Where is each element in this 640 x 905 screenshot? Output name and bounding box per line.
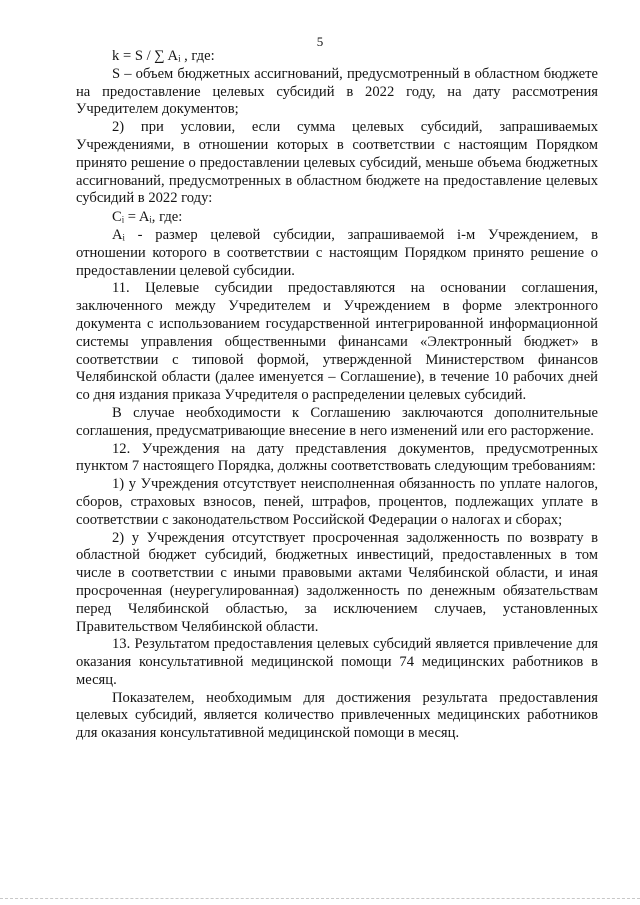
paragraph: Aᵢ - размер целевой субсидии, запрашиваемой i-м Учреждением, в отношении которого в соответствии с настоящим Порядком принято решение о предоставлении целевой субсидии. xyxy=(76,226,598,279)
formula-line: Cᵢ = Aᵢ, где: xyxy=(112,209,183,226)
paragraph: 13. Результатом предоставления целевых субсидий является привлечение для оказания консультативной медицинской помощи 74 медицинских работников в месяц. xyxy=(76,636,598,688)
paragraph: 2) при условии, если сумма целевых субсидий, запрашиваемых Учреждениями, в отношении которых в соответствии с настоящим Порядком принято решение о предоставлении целевых субсидий, меньше объема бюджетных ассигнований, предусмотренных в областном бюджете на предоставление целевых субсидий в 2022 году: xyxy=(76,119,598,207)
paragraph: 1) у Учреждения отсутствует неисполненная обязанность по уплате налогов, сборов, страховых взносов, пеней, штрафов, процентов, подлежащих уплате в соответствии с законодательством Российской Федерации о налогах и сборах; xyxy=(76,476,598,528)
formula-line: k = S / ∑ Aᵢ , где: xyxy=(112,48,215,64)
document-body xyxy=(76,47,598,743)
paragraph: В случае необходимости к Соглашению заключаются дополнительные соглашения, предусматривающие внесение в него изменений или его расторжение. xyxy=(76,404,598,439)
paragraph: S – объем бюджетных ассигнований, предусмотренный в областном бюджете на предоставление целевых субсидий в 2022 году, на дату рассмотрения Учредителем документов; xyxy=(76,65,598,118)
page-number: 5 xyxy=(316,34,324,49)
scan-edge xyxy=(0,898,640,899)
paragraph: 12. Учреждения на дату представления документов, предусмотренных пунктом 7 настоящего Порядка, должны соответствовать следующим требованиям: xyxy=(76,440,598,475)
paragraph: 2) у Учреждения отсутствует просроченная задолженность по возврату в областной бюджет субсидий, бюджетных инвестиций, предоставленных в том числе в соответствии с иными правовыми актами Челябинской области, и иная просроченная (неурегулированная) задолженность по денежным обязательствам перед Челябинской областью, за исключением случаев, установленных Правительством Челябинской области. xyxy=(76,529,598,635)
paragraph: 11. Целевые субсидии предоставляются на основании соглашения, заключенного между Учредителем и Учреждением в форме электронного документа с использованием государственной интегрированной информационной системы управления общественными финансами «Электронный бюджет» в соответствии с типовой формой, утвержденной Министерством финансов Челябинской области (далее именуется – Соглашение), в течение 10 рабочих дней со дня издания приказа Учредителя о распределении целевых субсидий. xyxy=(76,280,598,404)
paragraph: Показателем, необходимым для достижения результата предоставления целевых субсидий, является количество привлеченных медицинских работников для оказания консультативной медицинской помощи в месяц. xyxy=(76,689,598,742)
